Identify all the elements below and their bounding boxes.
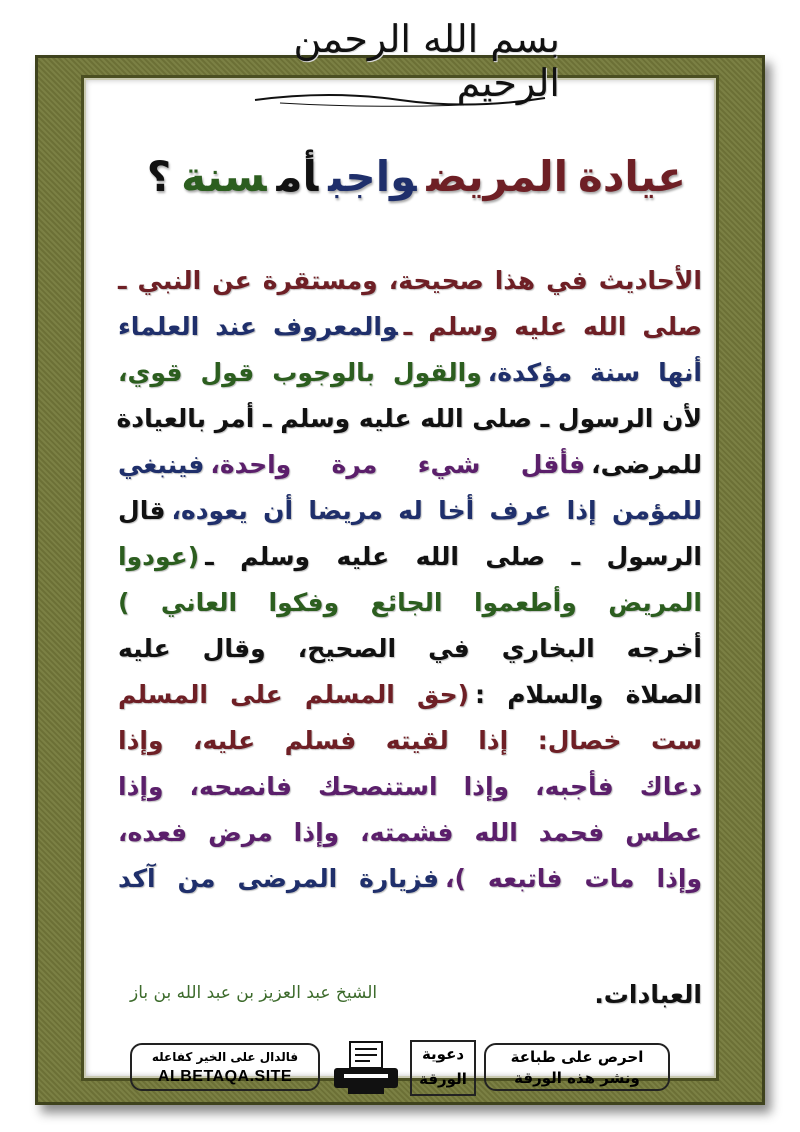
body-segment: والمعروف عند العلماء [118, 312, 398, 341]
body-segment: الرسول ـ صلى الله عليه وسلم ـ [205, 542, 702, 571]
body-line [112, 764, 702, 810]
title-word: أم [276, 152, 319, 201]
site-box [130, 1043, 320, 1091]
proverb-text: فالدال على الخير كفاعله [151, 1050, 299, 1064]
basmala-flourish-icon [250, 88, 550, 108]
body-line [112, 350, 702, 396]
body-segment: (عودوا [118, 542, 200, 571]
title-word: سنة [181, 152, 267, 201]
body-segment: عطس فحمد الله فشمته، وإذا مرض فعده، [118, 818, 702, 847]
body-line [112, 626, 702, 672]
logo-line-2: الورقة [419, 1070, 467, 1088]
body-segment: الأحاديث في هذا صحيحة، ومستقرة عن النبي ـ [118, 266, 702, 295]
body-line [112, 810, 702, 856]
print-note-2: ونشر هذه الورقة [514, 1069, 640, 1087]
body-line [112, 442, 702, 488]
author-attribution: الشيخ عبد العزيز بن عبد الله بن باز [130, 983, 378, 1003]
body-segment: (حق المسلم على المسلم [118, 680, 470, 709]
body-line [112, 304, 702, 350]
body-line [112, 534, 702, 580]
body-line [112, 580, 702, 626]
body-segment: فزيارة المرضى من آكد [118, 864, 440, 893]
body-segment: فأقل شيء مرة واحدة، [210, 450, 586, 479]
body-line [112, 718, 702, 764]
article-body [112, 258, 702, 968]
logo-line-1: دعوية [421, 1045, 465, 1063]
title-word: ؟ [146, 152, 172, 201]
body-segment: أخرجه البخاري في الصحيح، وقال عليه [118, 634, 702, 663]
body-segment: والقول بالوجوب قول قوي، [118, 358, 482, 387]
body-line [112, 672, 702, 718]
printer-icon [330, 1040, 402, 1096]
title-word: المريض [426, 152, 569, 201]
body-segment: ست خصال: إذا لقيته فسلم عليه، وإذا [118, 726, 702, 755]
body-segment: قال [118, 496, 166, 525]
closing-word: العبادات. [594, 980, 702, 1009]
body-segment: فينبغي [118, 450, 205, 479]
body-segment: وإذا مات فاتبعه )، [445, 864, 702, 893]
body-line [112, 488, 702, 534]
body-line [112, 396, 702, 442]
body-segment: صلى الله عليه وسلم ـ [403, 312, 702, 341]
body-segment: لأن الرسول ـ صلى الله عليه وسلم ـ أمر بالعيادة [116, 404, 702, 433]
print-share-box [484, 1043, 670, 1091]
footer-bar [130, 1040, 670, 1096]
body-segment: الصلاة والسلام : [475, 680, 702, 709]
body-line [112, 258, 702, 304]
page-title [100, 152, 700, 222]
body-segment: المريض وأطعموا الجائع وفكوا العاني ) [118, 588, 702, 617]
body-line [112, 856, 702, 902]
body-segment: دعاك فأجبه، وإذا استنصحك فانصحه، وإذا [118, 772, 702, 801]
title-word: عيادة [578, 152, 686, 201]
basmala-calligraphy: بسم الله الرحمن الرحيم [293, 16, 560, 105]
site-link[interactable]: ALBETAQA.SITE [157, 1068, 293, 1085]
body-segment: للمؤمن إذا عرف أخا له مريضا أن يعوده، [171, 496, 702, 525]
body-segment: أنها سنة مؤكدة، [487, 358, 702, 387]
dawiya-logo [410, 1040, 476, 1096]
print-note-1: احرص على طباعة [510, 1048, 644, 1066]
body-segment: للمرضى، [591, 450, 702, 479]
closing-row [112, 972, 702, 1018]
title-word: واجب [328, 152, 417, 201]
